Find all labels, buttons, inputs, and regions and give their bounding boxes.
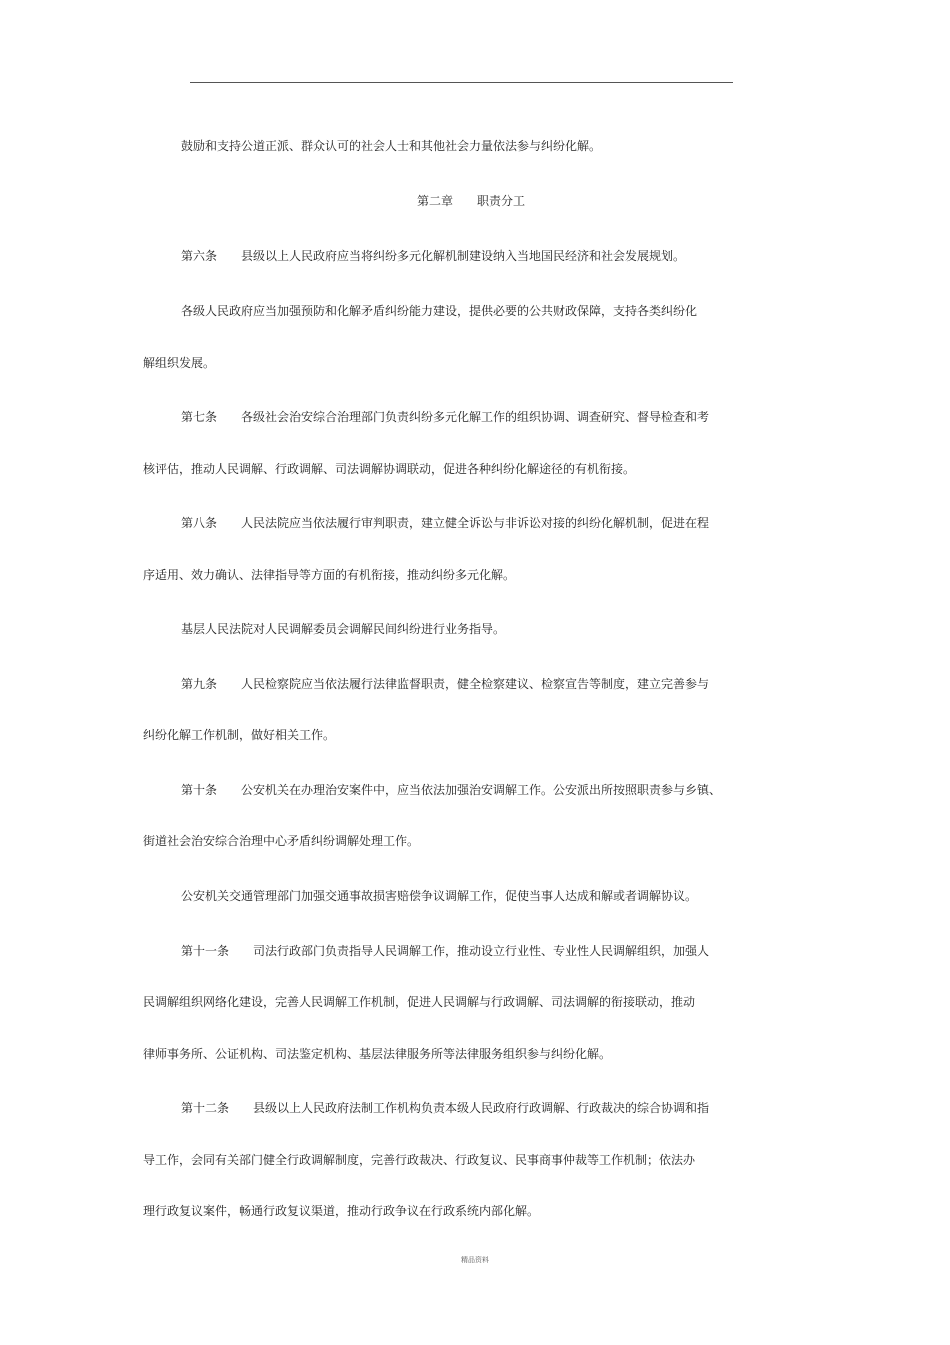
paragraph-line: 民调解组织网络化建设，完善人民调解工作机制，促进人民调解与行政调解、司法调解的衔接联动，推动 xyxy=(143,995,696,1009)
article-9: 第九条 人民检察院应当依法履行法律监督职责，健全检察建议、检察宣告等制度，建立完善参与 xyxy=(181,677,710,691)
paragraph-line: 序适用、效力确认、法律指导等方面的有机衔接，推动纠纷多元化解。 xyxy=(143,568,516,582)
article-label: 第六条 xyxy=(181,249,218,263)
article-label: 第七条 xyxy=(181,410,218,424)
article-label: 第十条 xyxy=(181,783,218,797)
paragraph-line: 理行政复议案件，畅通行政复议渠道，推动行政争议在行政系统内部化解。 xyxy=(143,1204,540,1218)
paragraph-line: 街道社会治安综合治理中心矛盾纠纷调解处理工作。 xyxy=(143,834,420,848)
article-12: 第十二条 县级以上人民政府法制工作机构负责本级人民政府行政调解、行政裁决的综合协调和指 xyxy=(181,1101,710,1115)
chapter-title: 职责分工 xyxy=(477,194,526,208)
paragraph-line: 公安机关交通管理部门加强交通事故损害赔偿争议调解工作，促使当事人达成和解或者调解协议。 xyxy=(181,889,698,903)
paragraph-line: 鼓励和支持公道正派、群众认可的社会人士和其他社会力量依法参与纠纷化解。 xyxy=(181,139,602,153)
paragraph-line: 基层人民法院对人民调解委员会调解民间纠纷进行业务指导。 xyxy=(181,622,506,636)
paragraph-line: 律师事务所、公证机构、司法鉴定机构、基层法律服务所等法律服务组织参与纠纷化解。 xyxy=(143,1047,612,1061)
chapter-heading xyxy=(417,193,525,209)
paragraph-line: 导工作，会同有关部门健全行政调解制度，完善行政裁决、行政复议、民事商事仲裁等工作机制；依法办 xyxy=(143,1153,696,1167)
header-rule xyxy=(190,82,733,83)
article-11: 第十一条 司法行政部门负责指导人民调解工作，推动设立行业性、专业性人民调解组织，加强人 xyxy=(181,944,710,958)
article-7: 第七条 各级社会治安综合治理部门负责纠纷多元化解工作的组织协调、调查研究、督导检查和考 xyxy=(181,410,710,424)
page-footer: 精品资料 xyxy=(461,1256,489,1264)
article-6: 第六条 县级以上人民政府应当将纠纷多元化解机制建设纳入当地国民经济和社会发展规划。 xyxy=(181,249,686,263)
paragraph-line: 解组织发展。 xyxy=(143,356,216,370)
article-10: 第十条 公安机关在办理治安案件中，应当依法加强治安调解工作。公安派出所按照职责参与乡镇、 xyxy=(181,783,722,797)
article-label: 第八条 xyxy=(181,516,218,530)
paragraph-line: 纠纷化解工作机制，做好相关工作。 xyxy=(143,728,336,742)
chapter-number: 第二章 xyxy=(417,194,454,208)
article-label: 第十二条 xyxy=(181,1101,230,1115)
article-8: 第八条 人民法院应当依法履行审判职责，建立健全诉讼与非诉讼对接的纠纷化解机制，促进在程 xyxy=(181,516,710,530)
article-label: 第九条 xyxy=(181,677,218,691)
paragraph-line: 各级人民政府应当加强预防和化解矛盾纠纷能力建设，提供必要的公共财政保障，支持各类纠纷化 xyxy=(181,304,698,318)
paragraph-line: 核评估，推动人民调解、行政调解、司法调解协调联动，促进各种纠纷化解途径的有机衔接。 xyxy=(143,462,636,476)
article-label: 第十一条 xyxy=(181,944,230,958)
